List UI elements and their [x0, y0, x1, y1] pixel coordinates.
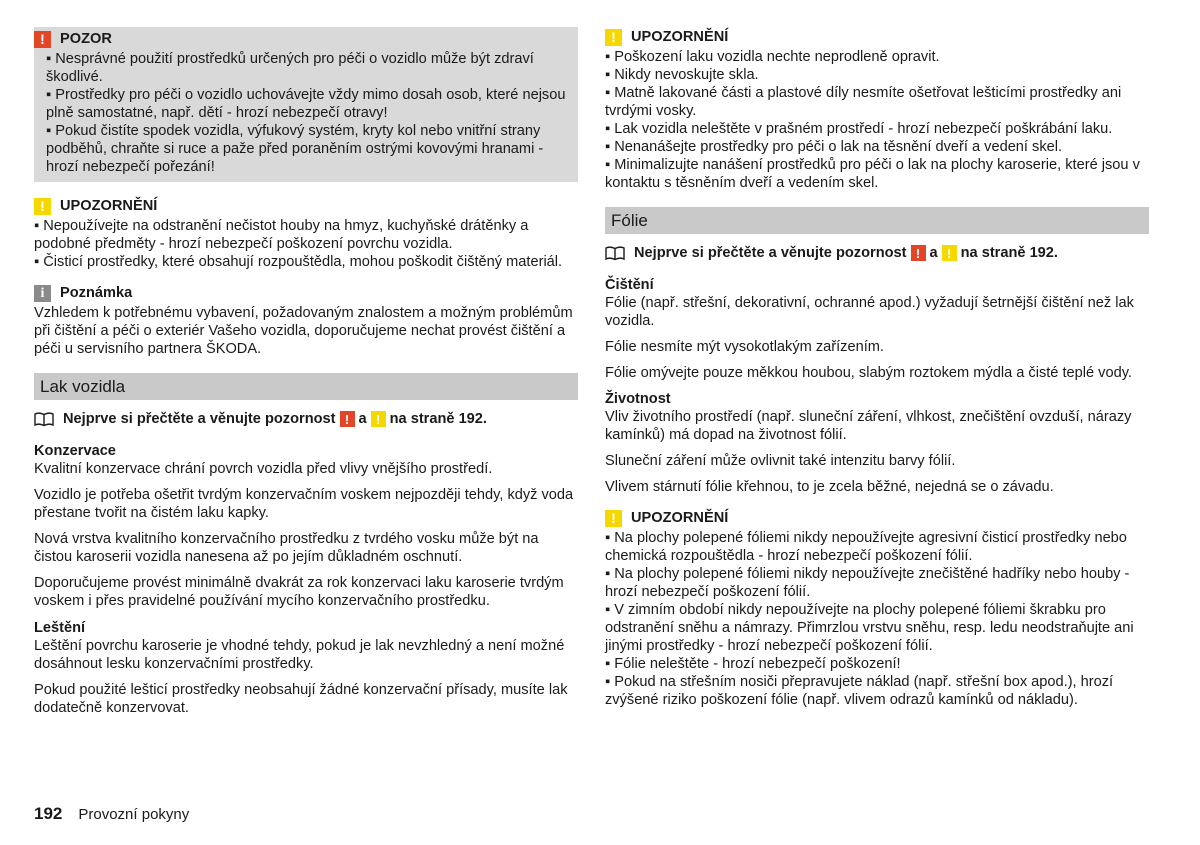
list-item: ▪ Na plochy polepené fóliemi nikdy nepoužívejte agresivní čisticí prostředky nebo chemická rozpouštědla - hrozí nebezpečí poškození fólií. — [605, 529, 1149, 565]
list-item: ▪ Nesprávné použití prostředků určených pro péči o vozidlo může být zdraví škodlivé. — [46, 50, 568, 86]
list-item: ▪ Lak vozidla neleštěte v prašném prostředí - hrozí nebezpečí poškrábání laku. — [605, 120, 1149, 138]
poznamka-text: Vzhledem k potřebnému vybavení, požadovaným znalostem a možným problémům při čištění a péči o exteriér Vašeho vozidla, doporučujeme nechat provést čištění a péči u servisního partnera ŠKODA. — [34, 305, 573, 357]
list-item: ▪ Fólie neleštěte - hrozí nebezpečí poškození! — [605, 655, 1149, 673]
upozorneni-list — [34, 217, 578, 271]
zivotnost-paragraph: Vliv životního prostředí (např. sluneční záření, vlhkost, znečištění ovzduší, nárazy kamínků) má dopad na životnost fólií. — [605, 409, 1132, 443]
list-item: ▪ Čisticí prostředky, které obsahují rozpouštědla, mohou poškodit čištěný materiál. — [34, 253, 578, 271]
upozorneni-title: UPOZORNĚNÍ — [631, 510, 729, 526]
danger-icon: ! — [911, 245, 926, 261]
danger-icon: ! — [34, 31, 51, 48]
pozor-title: POZOR — [60, 31, 112, 47]
book-icon — [605, 246, 625, 261]
lesteni-paragraph: Leštění povrchu karoserie je vhodné tehdy, pokud je lak nevzhledný a není možné dosáhnout lesku konzervačními prostředky. — [34, 638, 565, 672]
konzervace-paragraph: Nová vrstva kvalitního konzervačního prostředku z tvrdého vosku může být na čistou karoserii vozidla nanesena až po jejím důkladném oschnutí. — [34, 531, 539, 565]
konzervace-heading: Konzervace — [34, 443, 116, 459]
pozor-warning-box — [34, 27, 578, 182]
konzervace-paragraph: Vozidlo je potřeba ošetřit tvrdým konzervačním voskem nejpozději tehdy, když voda přestane tvořit na čistém laku kapky. — [34, 487, 574, 521]
section-title-lak: Lak vozidla — [34, 373, 578, 400]
upozorneni-heading — [605, 508, 1149, 528]
cisteni-heading: Čištění — [605, 277, 654, 293]
read-first-text: Nejprve si přečtěte a věnujte pozornost — [63, 411, 336, 427]
zivotnost-paragraph: Sluneční záření může ovlivnit také intenzitu barvy fólií. — [605, 453, 956, 469]
info-icon: i — [34, 285, 51, 302]
read-first-note — [605, 243, 1149, 263]
cisteni-paragraph: Fólie (např. střešní, dekorativní, ochranné apod.) vyžadují šetrnější čištění než lak vozidla. — [605, 295, 1134, 329]
page-footer — [34, 805, 189, 824]
section-title-folie: Fólie — [605, 207, 1149, 234]
caution-icon: ! — [605, 29, 622, 46]
page-number: 192 — [34, 804, 63, 823]
lesteni-paragraph: Pokud použité lešticí prostředky neobsahují žádné konzervační přísady, musíte lak dodatečně konzervovat. — [34, 682, 568, 716]
upozorneni-list — [605, 529, 1149, 709]
poznamka-heading — [34, 283, 578, 303]
list-item: ▪ Pokud čistíte spodek vozidla, výfukový systém, kryty kol nebo vnitřní strany podběhů, chraňte si ruce a paže před poraněním ostrými kovovými hranami - hrozí nebezpečí pořezání! — [46, 122, 568, 176]
list-item: ▪ Nepoužívejte na odstranění nečistot houby na hmyz, kuchyňské drátěnky a podobné předměty - hrozí nebezpečí poškození povrchu vozidla. — [34, 217, 578, 253]
left-column — [34, 27, 578, 725]
pozor-heading — [34, 29, 568, 49]
list-item: ▪ Nenanášejte prostředky pro péči o lak na těsnění dveří a vedení skel. — [605, 138, 1149, 156]
cisteni-paragraph: Fólie omývejte pouze měkkou houbou, slabým roztokem mýdla a čisté teplé vody. — [605, 365, 1132, 381]
list-item: ▪ Matně lakované části a plastové díly nesmíte ošetřovat lešticími prostředky ani tvrdými vosky. — [605, 84, 1149, 120]
danger-icon: ! — [340, 411, 355, 427]
konzervace-paragraph: Kvalitní konzervace chrání povrch vozidla před vlivy vnějšího prostředí. — [34, 461, 493, 477]
upozorneni-list — [605, 48, 1149, 192]
chapter-title: Provozní pokyny — [78, 806, 190, 823]
zivotnost-paragraph: Vlivem stárnutí fólie křehnou, to je zcela běžné, nejedná se o závadu. — [605, 479, 1054, 495]
caution-icon: ! — [942, 245, 957, 261]
right-column — [605, 27, 1149, 709]
list-item: ▪ Pokud na střešním nosiči přepravujete náklad (např. střešní box apod.), hrozí zvýšené riziko poškození fólie (např. vlivem odrazů kamínků od nákladu). — [605, 673, 1149, 709]
konzervace-paragraph: Doporučujeme provést minimálně dvakrát za rok konzervaci laku karoserie tvrdým voskem i přes pravidelné používání mycího konzervačního prostředku. — [34, 575, 564, 609]
upozorneni-heading — [34, 196, 578, 216]
zivotnost-heading: Životnost — [605, 391, 671, 407]
list-item: ▪ Nikdy nevoskujte skla. — [605, 66, 1149, 84]
read-first-page-ref: na straně 192. — [960, 245, 1058, 261]
list-item: ▪ Poškození laku vozidla nechte neprodleně opravit. — [605, 48, 1149, 66]
read-first-text: Nejprve si přečtěte a věnujte pozornost — [634, 245, 907, 261]
list-item: ▪ Prostředky pro péči o vozidlo uchovávejte vždy mimo dosah osob, které nejsou plně samostatné, např. dětí - hrozí nebezpečí otravy! — [46, 86, 568, 122]
caution-icon: ! — [605, 510, 622, 527]
pozor-list — [34, 50, 568, 176]
upozorneni-heading — [605, 27, 1149, 47]
upozorneni-title: UPOZORNĚNÍ — [60, 198, 158, 214]
lesteni-heading: Leštění — [34, 620, 86, 636]
list-item: ▪ V zimním období nikdy nepoužívejte na plochy polepené fóliemi škrabku pro odstranění sněhu a námrazy. Přimrzlou vrstvu sněhu, resp. ledu neodstraňujte ani jinými prostředky - hrozí nebezpečí poškození fólií. — [605, 601, 1149, 655]
upozorneni-title: UPOZORNĚNÍ — [631, 29, 729, 45]
caution-icon: ! — [371, 411, 386, 427]
book-icon — [34, 412, 54, 427]
read-first-note — [34, 409, 578, 429]
read-first-and: a — [358, 411, 367, 427]
list-item: ▪ Na plochy polepené fóliemi nikdy nepoužívejte znečištěné hadříky nebo houby - hrozí nebezpečí poškození fólií. — [605, 565, 1149, 601]
poznamka-title: Poznámka — [60, 285, 133, 301]
read-first-page-ref: na straně 192. — [389, 411, 487, 427]
caution-icon: ! — [34, 198, 51, 215]
read-first-and: a — [929, 245, 938, 261]
cisteni-paragraph: Fólie nesmíte mýt vysokotlakým zařízením. — [605, 339, 884, 355]
list-item: ▪ Minimalizujte nanášení prostředků pro péči o lak na plochy karoserie, které jsou v kontaktu s těsněním dveří a vedením skel. — [605, 156, 1149, 192]
